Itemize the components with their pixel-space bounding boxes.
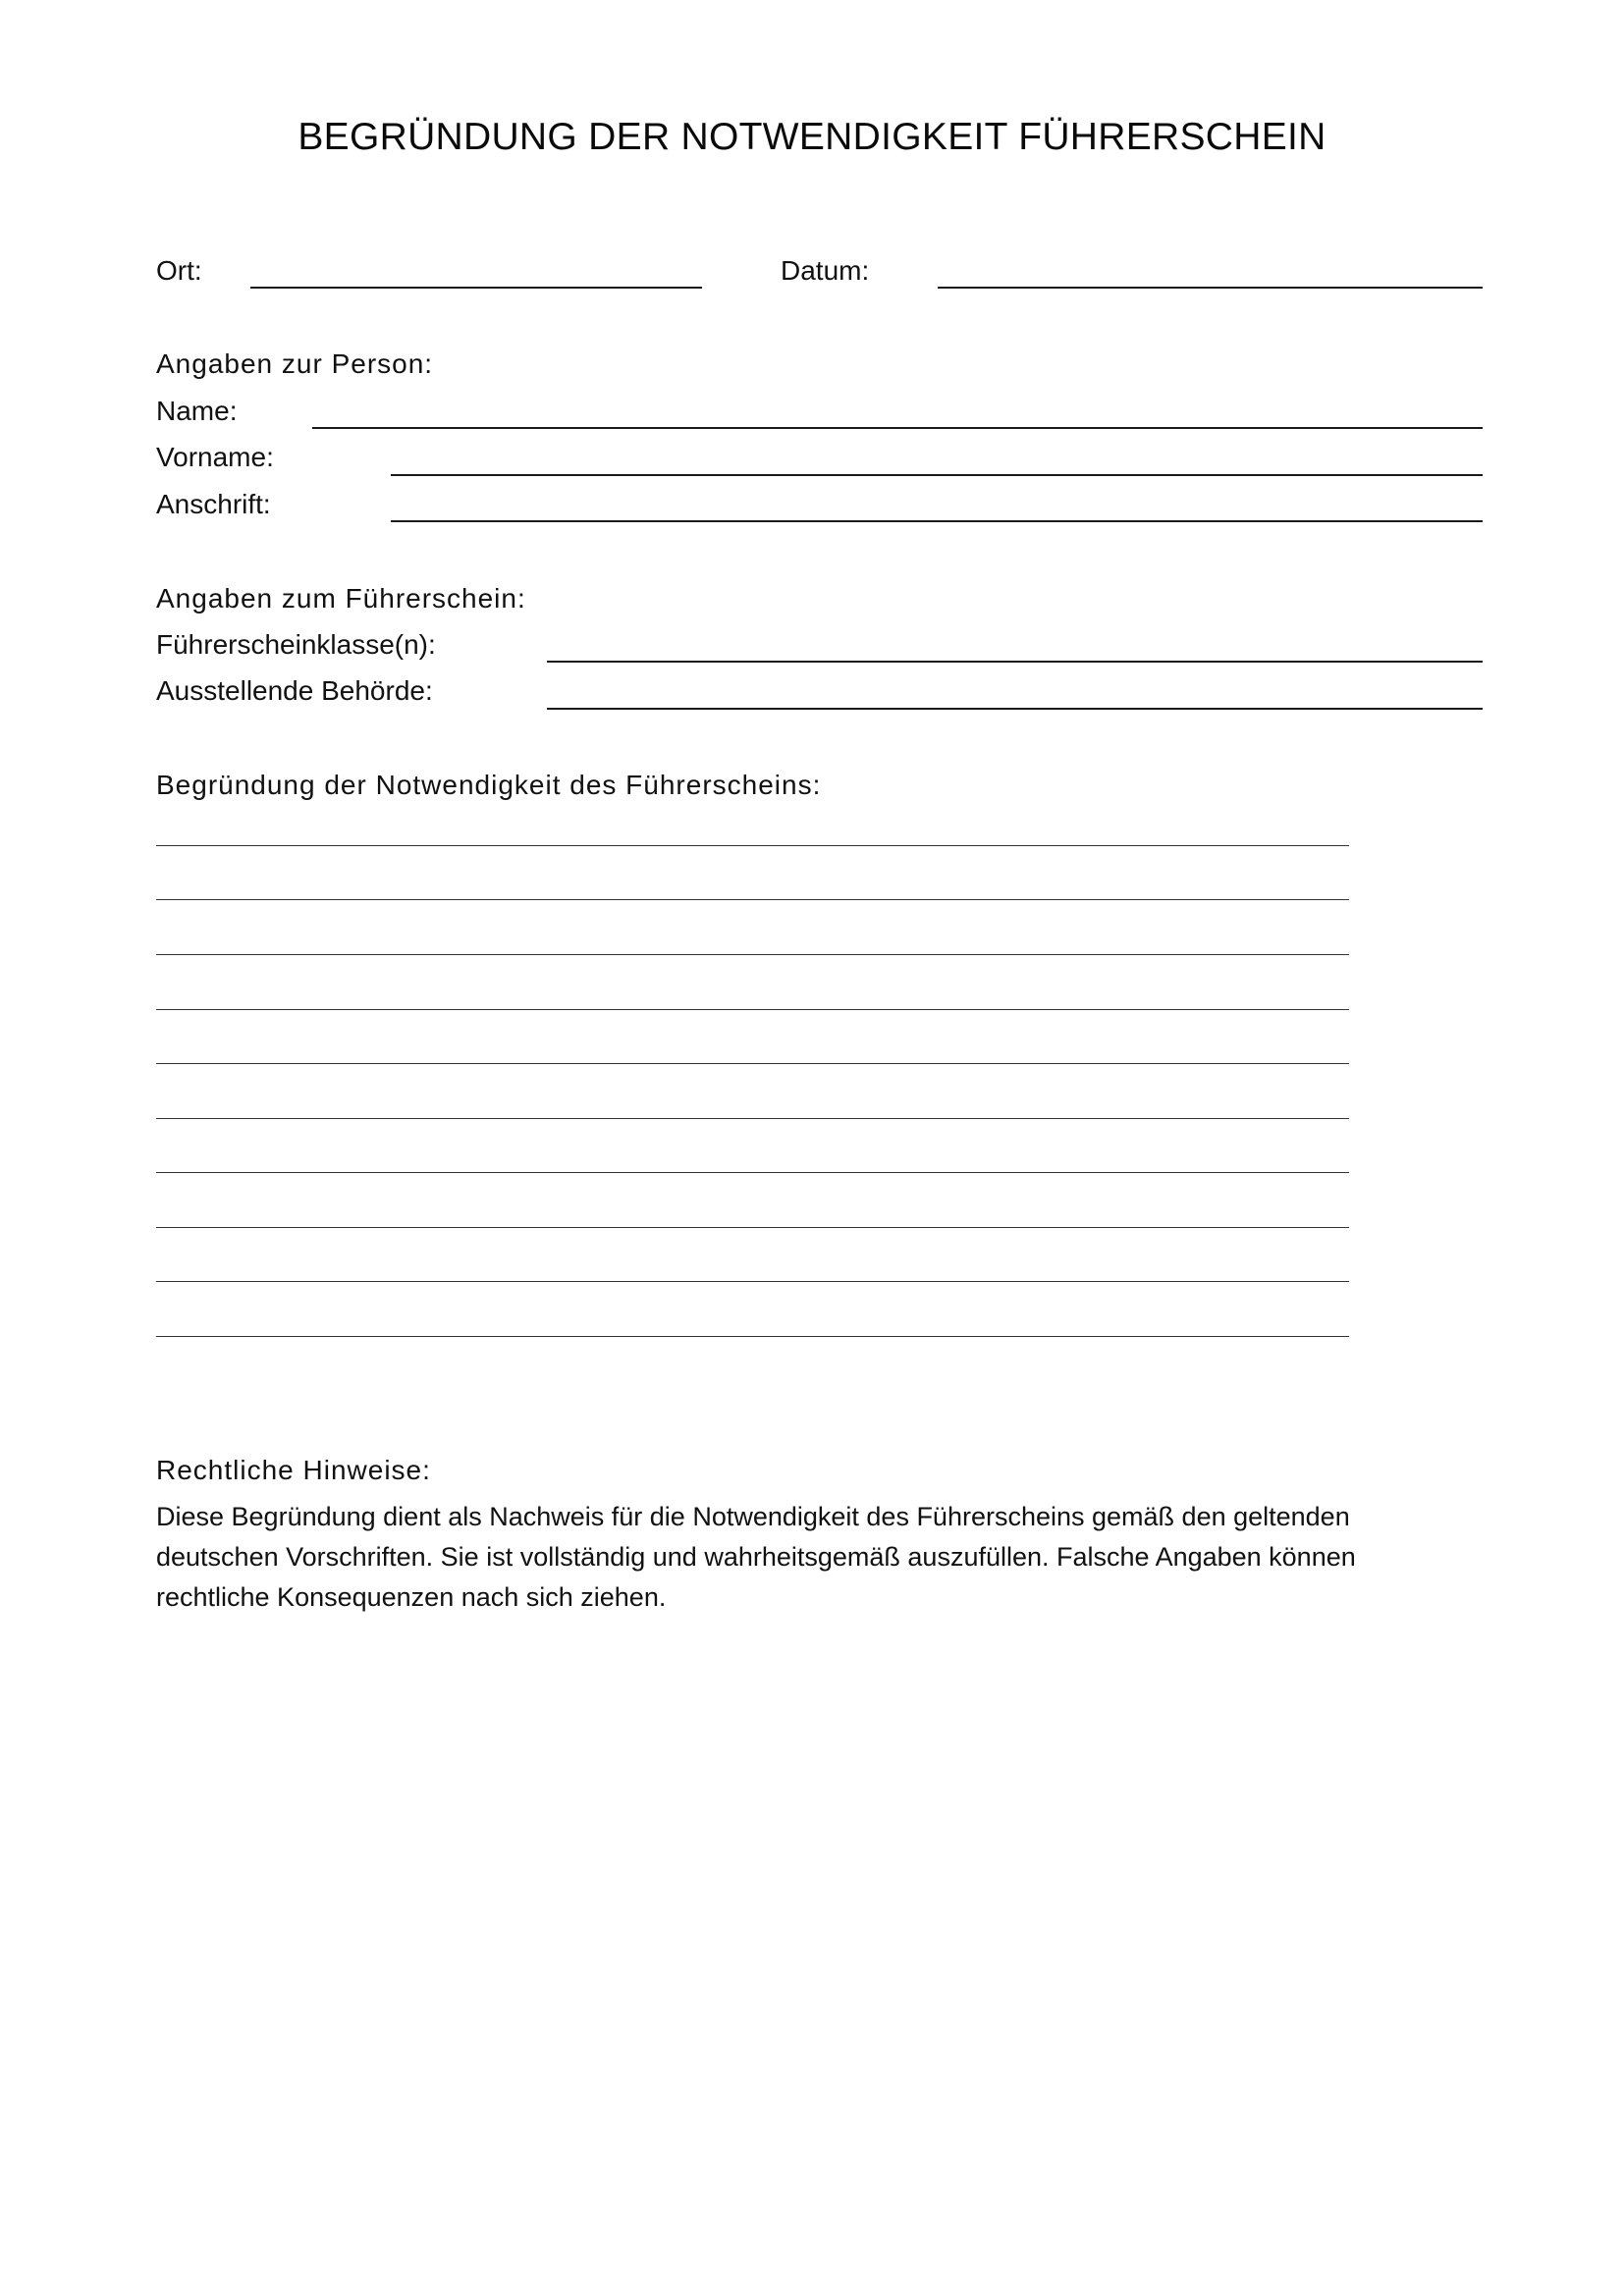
anschrift-field-line[interactable] [391, 520, 1483, 522]
ort-field-line[interactable] [250, 287, 702, 289]
klasse-label: Führerscheinklasse(n): [156, 629, 436, 660]
behoerde-label: Ausstellende Behörde: [156, 675, 433, 706]
justification-line[interactable] [156, 1063, 1349, 1064]
behoerde-field-line[interactable] [547, 708, 1483, 710]
datum-field-line[interactable] [938, 287, 1483, 289]
justification-line[interactable] [156, 954, 1349, 955]
justification-line[interactable] [156, 1227, 1349, 1228]
name-label: Name: [156, 396, 238, 426]
license-section-heading: Angaben zum Führerschein: [156, 583, 526, 614]
datum-label: Datum: [781, 255, 870, 286]
justification-line[interactable] [156, 1172, 1349, 1173]
vorname-label: Vorname: [156, 442, 274, 472]
anschrift-label: Anschrift: [156, 489, 271, 519]
ort-label: Ort: [156, 255, 202, 286]
justification-line[interactable] [156, 1118, 1349, 1119]
justification-line[interactable] [156, 845, 1349, 846]
justification-line[interactable] [156, 1336, 1349, 1337]
document-title: BEGRÜNDUNG DER NOTWENDIGKEIT FÜHRERSCHEIN [298, 116, 1326, 158]
vorname-field-line[interactable] [391, 474, 1483, 476]
name-field-line[interactable] [312, 427, 1483, 429]
justification-line[interactable] [156, 1009, 1349, 1010]
legal-heading: Rechtliche Hinweise: [156, 1455, 431, 1485]
klasse-field-line[interactable] [547, 661, 1483, 663]
legal-notice-text: Diese Begründung dient als Nachweis für die Notwendigkeit des Führerscheins gemäß den geltenden deutschen Vorschriften. Sie ist vollständig und wahrheitsgemäß auszufüllen. Falsche Angaben können rechtliche Konsequenzen nach sich ziehen. [156, 1502, 1356, 1612]
justification-line[interactable] [156, 1281, 1349, 1282]
justification-line[interactable] [156, 899, 1349, 900]
justification-heading: Begründung der Notwendigkeit des Führerscheins: [156, 770, 822, 800]
person-section-heading: Angaben zur Person: [156, 348, 434, 379]
